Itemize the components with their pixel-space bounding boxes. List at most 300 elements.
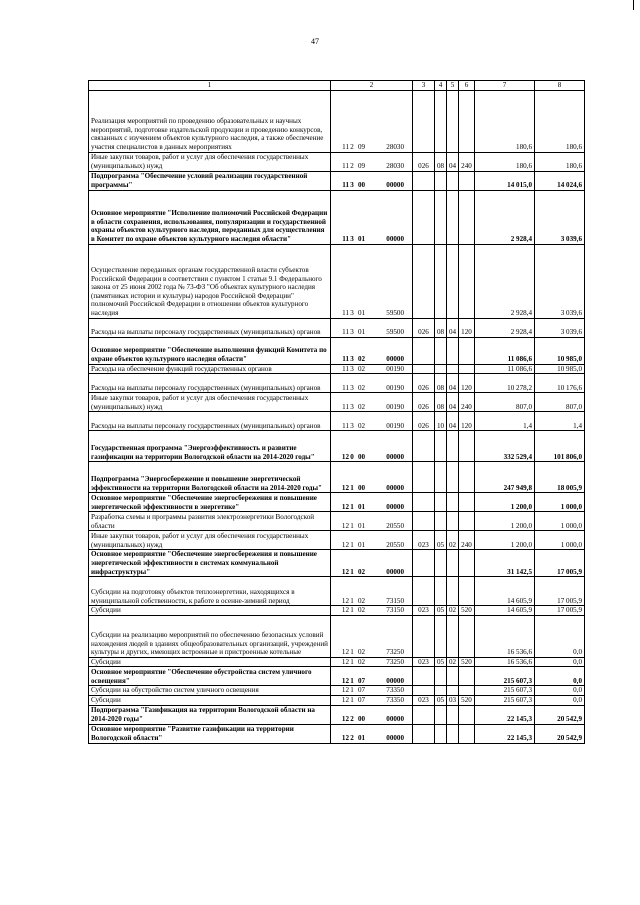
subsection-code [447, 705, 459, 724]
target-code-cell [331, 724, 413, 743]
expense-type-code [459, 364, 475, 374]
amount-col-8: 10 176,6 [535, 374, 585, 393]
amount-col-8: 1 000,0 [535, 512, 585, 531]
subsection-code [447, 337, 459, 364]
section-code: 08 [435, 393, 447, 412]
target-code-cell [331, 657, 413, 667]
ministry-code [413, 577, 435, 606]
amount-col-8: 1 000,0 [535, 493, 585, 512]
code-subprogram: 1 [350, 606, 354, 615]
code-subprogram: 1 [350, 567, 354, 576]
section-code [435, 550, 447, 577]
row-name: Субсидии на реализацию мероприятий по обеспечению безопасных условий нахождения людей в зданиях общеобразовательных организаций, учреждений культуры и других, имеющих встроенные и пристроенные котельные [89, 615, 331, 657]
section-code [435, 577, 447, 606]
amount-col-7: 16 536,6 [475, 615, 535, 657]
expense-type-code: 120 [459, 374, 475, 393]
code-event: 02 [357, 596, 366, 605]
expense-type-code: 520 [459, 657, 475, 667]
ministry-code: 026 [413, 152, 435, 171]
code-direction: 73350 [386, 695, 404, 704]
code-program: 11 [342, 421, 349, 430]
ministry-code [413, 90, 435, 152]
amount-col-7: 14 605,9 [475, 577, 535, 606]
table-row [89, 577, 585, 606]
subsection-code: 02 [447, 531, 459, 550]
row-name: Субсидии [89, 695, 331, 705]
code-subprogram: 2 [350, 733, 354, 742]
subsection-code [447, 577, 459, 606]
expense-type-code: 120 [459, 318, 475, 337]
amount-col-7: 1,4 [475, 412, 535, 431]
code-event: 02 [357, 364, 366, 373]
ministry-code [413, 431, 435, 462]
subsection-code [447, 724, 459, 743]
subsection-code: 04 [447, 393, 459, 412]
code-direction: 00000 [386, 452, 404, 461]
code-direction: 00000 [386, 483, 404, 492]
code-subprogram: 3 [350, 355, 354, 363]
code-direction: 59500 [386, 309, 404, 317]
amount-col-8: 14 024,6 [535, 171, 585, 190]
budget-table [88, 80, 585, 744]
section-code [435, 462, 447, 493]
amount-col-8: 0,0 [535, 667, 585, 686]
expense-type-code [459, 337, 475, 364]
ministry-code: 023 [413, 531, 435, 550]
ministry-code [413, 244, 435, 318]
ministry-code [413, 337, 435, 364]
code-direction: 28030 [386, 162, 404, 170]
expense-type-code [459, 550, 475, 577]
expense-type-code: 520 [459, 606, 475, 616]
code-program: 11 [342, 328, 349, 336]
code-program: 12 [341, 657, 349, 666]
expense-type-code [459, 493, 475, 512]
code-event: 02 [357, 567, 366, 576]
code-event: 02 [357, 606, 366, 615]
code-program: 12 [341, 714, 349, 723]
target-code-cell [331, 152, 413, 171]
target-code-cell [331, 577, 413, 606]
amount-col-7: 22 145,3 [475, 724, 535, 743]
table-row [89, 686, 585, 696]
code-event: 07 [357, 686, 366, 695]
subsection-code [447, 364, 459, 374]
section-code [435, 337, 447, 364]
amount-col-8: 20 542,9 [535, 724, 585, 743]
ministry-code: 026 [413, 393, 435, 412]
amount-col-8: 180,6 [535, 90, 585, 152]
amount-col-7: 807,0 [475, 393, 535, 412]
subsection-code: 04 [447, 152, 459, 171]
code-subprogram: 1 [350, 695, 354, 704]
target-code-cell [331, 244, 413, 318]
expense-type-code: 240 [459, 152, 475, 171]
subsection-code [447, 462, 459, 493]
subsection-code: 04 [447, 374, 459, 393]
header-cell: 2 [331, 81, 413, 91]
table-row [89, 318, 585, 337]
target-code-cell [331, 431, 413, 462]
expense-type-code [459, 724, 475, 743]
row-name: Подпрограмма "Обеспечение условий реализации государственной программы" [89, 171, 331, 190]
amount-col-7: 11 086,6 [475, 337, 535, 364]
code-event: 01 [357, 540, 366, 549]
target-code-cell [331, 412, 413, 431]
code-event: 00 [357, 452, 366, 461]
table-row [89, 337, 585, 364]
amount-col-8: 180,6 [535, 152, 585, 171]
row-name: Иные закупки товаров, работ и услуг для обеспечения государственных (муниципальных) нужд [89, 531, 331, 550]
amount-col-7: 332 529,4 [475, 431, 535, 462]
table-row [89, 695, 585, 705]
table-row [89, 90, 585, 152]
code-direction: 00190 [386, 364, 404, 373]
table-row [89, 615, 585, 657]
table-row [89, 705, 585, 724]
subsection-code [447, 244, 459, 318]
code-direction: 73150 [386, 596, 404, 605]
amount-col-8: 10 985,0 [535, 337, 585, 364]
amount-col-8: 1 000,0 [535, 531, 585, 550]
code-direction: 00000 [386, 235, 404, 243]
amount-col-7: 180,6 [475, 90, 535, 152]
ministry-code: 023 [413, 657, 435, 667]
row-name: Расходы на обеспечение функций государственных органов [89, 364, 331, 374]
header-cell: 8 [535, 81, 585, 91]
target-code-cell [331, 695, 413, 705]
expense-type-code [459, 244, 475, 318]
amount-col-7: 16 536,6 [475, 657, 535, 667]
code-program: 12 [341, 606, 349, 615]
subsection-code: 02 [447, 606, 459, 616]
code-direction: 00000 [386, 355, 404, 363]
subsection-code: 04 [447, 318, 459, 337]
section-code: 08 [435, 374, 447, 393]
target-code-cell [331, 190, 413, 244]
row-name: Подпрограмма "Энергосбережение и повышение энергетической эффективности на территории Вологодской области на 2014-2020 годы" [89, 462, 331, 493]
target-code-cell [331, 667, 413, 686]
code-event: 01 [357, 235, 366, 243]
amount-col-7: 14 015,0 [475, 171, 535, 190]
code-event: 01 [357, 521, 366, 530]
table-row [89, 190, 585, 244]
code-program: 12 [341, 596, 349, 605]
amount-col-8: 0,0 [535, 695, 585, 705]
code-subprogram: 1 [350, 676, 354, 685]
section-code: 05 [435, 606, 447, 616]
header-cell: 6 [459, 81, 475, 91]
ministry-code: 026 [413, 374, 435, 393]
code-program: 11 [342, 309, 349, 317]
code-event: 02 [357, 383, 366, 392]
code-subprogram: 3 [350, 364, 354, 373]
row-name: Субсидии [89, 606, 331, 616]
target-code-cell [331, 90, 413, 152]
expense-type-code: 240 [459, 531, 475, 550]
table-row [89, 667, 585, 686]
target-code-cell [331, 615, 413, 657]
amount-col-7: 215 607,3 [475, 667, 535, 686]
ministry-code [413, 667, 435, 686]
table-row [89, 393, 585, 412]
ministry-code: 026 [413, 318, 435, 337]
code-event: 01 [357, 328, 366, 336]
amount-col-8: 20 542,9 [535, 705, 585, 724]
row-name: Государственная программа "Энергоэффективность и развитие газификации на территории Вологодской области на 2014-2020 годы" [89, 431, 331, 462]
row-name: Расходы на выплаты персоналу государственных (муниципальных) органов [89, 374, 331, 393]
subsection-code [447, 686, 459, 696]
table-row [89, 244, 585, 318]
expense-type-code [459, 171, 475, 190]
ministry-code [413, 512, 435, 531]
row-name: Осуществление переданных органам государственной власти субъектов Российской Федерации в соответствии с пунктом 1 статьи 9.1 Федерального закона от 25 июня 2002 года № 73-ФЗ "Об объектах культурного наследия (памятниках истории и культуры) народов Российской Федерации" полномочий Российской Федерации в отношении объектов культурного наследия [89, 244, 331, 318]
amount-col-7: 215 607,3 [475, 686, 535, 696]
page-number: 47 [311, 37, 319, 46]
subsection-code [447, 171, 459, 190]
table-row [89, 171, 585, 190]
expense-type-code [459, 512, 475, 531]
expense-type-code [459, 577, 475, 606]
ministry-code [413, 364, 435, 374]
amount-col-7: 10 278,2 [475, 374, 535, 393]
amount-col-7: 1 200,0 [475, 493, 535, 512]
section-code [435, 90, 447, 152]
amount-col-8: 101 806,0 [535, 431, 585, 462]
code-subprogram: 3 [350, 383, 354, 392]
expense-type-code [459, 462, 475, 493]
subsection-code: 03 [447, 695, 459, 705]
code-subprogram: 1 [350, 648, 354, 657]
target-code-cell [331, 364, 413, 374]
code-program: 12 [341, 733, 349, 742]
amount-col-8: 17 005,9 [535, 577, 585, 606]
code-direction: 20550 [386, 521, 404, 530]
section-code [435, 724, 447, 743]
code-subprogram: 1 [350, 596, 354, 605]
code-direction: 73350 [386, 686, 404, 695]
amount-col-7: 31 142,5 [475, 550, 535, 577]
target-code-cell [331, 374, 413, 393]
code-event: 01 [357, 502, 366, 511]
expense-type-code: 120 [459, 412, 475, 431]
target-code-cell [331, 606, 413, 616]
row-name: Основное мероприятие "Обеспечение выполнения функций Комитета по охране объектов культурного наследия области" [89, 337, 331, 364]
ministry-code [413, 462, 435, 493]
code-program: 11 [342, 235, 349, 243]
ministry-code [413, 724, 435, 743]
header-cell: 7 [475, 81, 535, 91]
amount-col-8: 807,0 [535, 393, 585, 412]
expense-type-code [459, 190, 475, 244]
target-code-cell [331, 686, 413, 696]
target-code-cell [331, 531, 413, 550]
table-row [89, 657, 585, 667]
section-code: 05 [435, 695, 447, 705]
ministry-code [413, 493, 435, 512]
code-program: 12 [341, 686, 349, 695]
header-cell: 5 [447, 81, 459, 91]
amount-col-7: 11 086,6 [475, 364, 535, 374]
code-subprogram: 2 [350, 143, 354, 151]
code-subprogram: 1 [350, 686, 354, 695]
target-code-cell [331, 337, 413, 364]
subsection-code [447, 550, 459, 577]
code-subprogram: 3 [350, 235, 354, 243]
row-name: Субсидии на подготовку объектов теплоэнергетики, находящихся в муниципальной собственности, к работе в осенне-зимний период [89, 577, 331, 606]
section-code: 05 [435, 531, 447, 550]
row-name: Расходы на выплаты персоналу государственных (муниципальных) органов [89, 318, 331, 337]
code-event: 01 [357, 733, 366, 742]
target-code-cell [331, 171, 413, 190]
amount-col-7: 2 928,4 [475, 318, 535, 337]
subsection-code: 04 [447, 412, 459, 431]
code-event: 07 [357, 695, 366, 704]
section-code [435, 705, 447, 724]
table-row [89, 531, 585, 550]
code-program: 12 [341, 483, 349, 492]
row-name: Основное мероприятие "Обеспечение энергосбережения и повышение энергетической эффективности в энергетике" [89, 493, 331, 512]
row-name: Субсидии на обустройство систем уличного освещения [89, 686, 331, 696]
expense-type-code [459, 686, 475, 696]
expense-type-code: 240 [459, 393, 475, 412]
code-subprogram: 3 [350, 309, 354, 317]
section-code [435, 512, 447, 531]
amount-col-8: 0,0 [535, 615, 585, 657]
row-name: Субсидии [89, 657, 331, 667]
table-row [89, 606, 585, 616]
code-program: 11 [342, 364, 349, 373]
table-row [89, 512, 585, 531]
header-row [89, 81, 585, 91]
ministry-code [413, 190, 435, 244]
code-program: 12 [341, 676, 349, 685]
code-direction: 00000 [386, 567, 404, 576]
amount-col-7: 14 605,9 [475, 606, 535, 616]
code-subprogram: 1 [350, 657, 354, 666]
target-code-cell [331, 462, 413, 493]
code-event: 01 [357, 309, 366, 317]
code-program: 11 [342, 402, 349, 411]
subsection-code [447, 615, 459, 657]
section-code [435, 431, 447, 462]
code-program: 12 [341, 521, 349, 530]
table-row [89, 412, 585, 431]
expense-type-code [459, 615, 475, 657]
ministry-code: 023 [413, 695, 435, 705]
table-row [89, 152, 585, 171]
page-edge-mark [633, 0, 634, 10]
code-direction: 00000 [386, 676, 404, 685]
code-subprogram: 3 [350, 328, 354, 336]
amount-col-8: 18 005,9 [535, 462, 585, 493]
row-name: Иные закупки товаров, работ и услуг для обеспечения государственных (муниципальных) нужд [89, 152, 331, 171]
ministry-code [413, 615, 435, 657]
code-direction: 00190 [386, 383, 404, 392]
row-name: Основное мероприятие "Обеспечение обустройства систем уличного освещения" [89, 667, 331, 686]
ministry-code [413, 550, 435, 577]
ministry-code [413, 171, 435, 190]
amount-col-8: 3 039,6 [535, 244, 585, 318]
amount-col-8: 0,0 [535, 686, 585, 696]
code-subprogram: 2 [350, 714, 354, 723]
code-program: 12 [341, 695, 349, 704]
code-subprogram: 1 [350, 502, 354, 511]
target-code-cell [331, 550, 413, 577]
code-event: 00 [357, 483, 366, 492]
section-code: 08 [435, 318, 447, 337]
subsection-code [447, 431, 459, 462]
expense-type-code: 520 [459, 695, 475, 705]
target-code-cell [331, 393, 413, 412]
section-code [435, 171, 447, 190]
row-name: Иные закупки товаров, работ и услуг для обеспечения государственных (муниципальных) нужд [89, 393, 331, 412]
subsection-code [447, 493, 459, 512]
row-name: Основное мероприятие "Обеспечение энергосбережения и повышение энергетической эффективности в системах коммунальной инфраструктуры" [89, 550, 331, 577]
amount-col-7: 180,6 [475, 152, 535, 171]
code-subprogram: 1 [350, 540, 354, 549]
row-name: Основное мероприятие "Исполнение полномочий Российской Федерации в области сохранения, использования, популяризации и государственной охраны объектов культурного наследия, переданных для осуществления в Комитет по охране объектов культурного наследия области" [89, 190, 331, 244]
code-program: 11 [342, 383, 349, 392]
ministry-code: 026 [413, 412, 435, 431]
target-code-cell [331, 318, 413, 337]
code-direction: 00000 [386, 714, 404, 723]
table-row [89, 550, 585, 577]
code-direction: 00190 [386, 402, 404, 411]
code-direction: 59500 [386, 328, 404, 336]
amount-col-8: 17 005,9 [535, 550, 585, 577]
code-event: 00 [357, 181, 366, 189]
amount-col-7: 215 607,3 [475, 695, 535, 705]
code-subprogram: 3 [350, 181, 354, 189]
code-direction: 73250 [386, 648, 404, 657]
code-event: 02 [357, 421, 366, 430]
section-code: 05 [435, 657, 447, 667]
code-subprogram: 1 [350, 483, 354, 492]
row-name: Подпрограмма "Газификация на территории Вологодской области на 2014-2020 годы" [89, 705, 331, 724]
amount-col-7: 1 200,0 [475, 531, 535, 550]
amount-col-8: 1,4 [535, 412, 585, 431]
code-direction: 00000 [386, 733, 404, 742]
subsection-code [447, 512, 459, 531]
table-row [89, 431, 585, 462]
code-program: 12 [341, 648, 349, 657]
section-code [435, 190, 447, 244]
expense-type-code [459, 90, 475, 152]
code-event: 02 [357, 355, 366, 363]
subsection-code [447, 667, 459, 686]
section-code [435, 493, 447, 512]
code-program: 11 [342, 143, 349, 151]
code-program: 12 [341, 452, 349, 461]
amount-col-7: 22 145,3 [475, 705, 535, 724]
row-name: Разработка схемы и программы развития электроэнергетики Вологодской области [89, 512, 331, 531]
code-direction: 28030 [386, 143, 404, 151]
code-event: 00 [357, 714, 366, 723]
target-code-cell [331, 493, 413, 512]
code-program: 11 [342, 355, 349, 363]
amount-col-8: 10 985,0 [535, 364, 585, 374]
section-code: 10 [435, 412, 447, 431]
amount-col-7: 2 928,4 [475, 244, 535, 318]
subsection-code [447, 90, 459, 152]
code-direction: 20550 [386, 540, 404, 549]
expense-type-code [459, 431, 475, 462]
ministry-code [413, 686, 435, 696]
amount-col-8: 0,0 [535, 657, 585, 667]
table-row [89, 493, 585, 512]
amount-col-7: 247 949,8 [475, 462, 535, 493]
